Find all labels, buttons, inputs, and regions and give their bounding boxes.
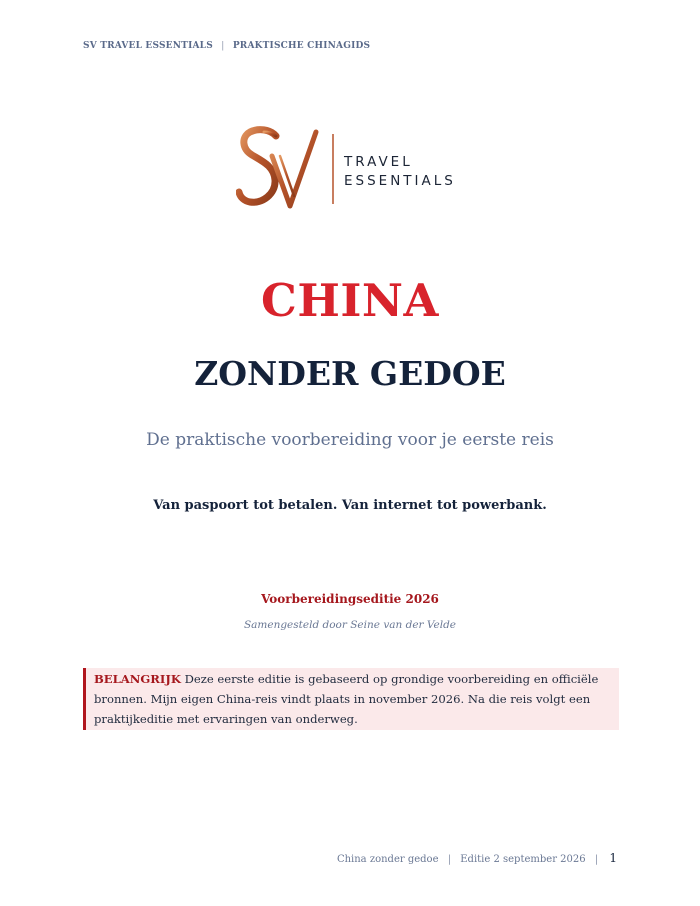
cover-title: CHINA bbox=[261, 274, 439, 327]
author-credit: Samengesteld door Seine van der Velde bbox=[243, 619, 457, 631]
important-notice bbox=[83, 668, 619, 730]
footer-separator: | bbox=[447, 854, 452, 865]
page-number: 1 bbox=[609, 851, 617, 865]
sv-monogram-icon bbox=[236, 122, 336, 214]
cover-subtitle: ZONDER GEDOE bbox=[194, 354, 506, 393]
header-separator: | bbox=[221, 41, 225, 51]
cover-tagline: De praktische voorbereiding voor je eerste reis bbox=[146, 430, 554, 450]
footer-title: China zonder gedoe bbox=[336, 854, 439, 865]
logo-line-travel: TRAVEL bbox=[344, 154, 413, 170]
header-brand: SV TRAVEL ESSENTIALS bbox=[83, 41, 213, 51]
logo-wordmark bbox=[344, 153, 456, 191]
notice-label: BELANGRIJK bbox=[94, 672, 181, 686]
sv-travel-essentials-logo bbox=[236, 122, 476, 214]
header-section: PRAKTISCHE CHINAGIDS bbox=[232, 41, 371, 51]
running-header bbox=[83, 41, 370, 51]
logo-line-essentials: ESSENTIALS bbox=[344, 173, 456, 189]
footer-separator-2: | bbox=[594, 854, 599, 865]
notice-text: Deze eerste editie is gebaseerd op grondige voorbereiding en officiële bronnen. Mijn eigen China-reis vindt plaats in november 2026. Na die reis volgt een praktijkeditie met ervaringen van onderweg. bbox=[94, 672, 599, 726]
running-footer bbox=[337, 851, 617, 865]
edition-label: Voorbereidingseditie 2026 bbox=[261, 592, 439, 606]
footer-edition-date: Editie 2 september 2026 bbox=[460, 854, 586, 865]
cover-lead: Van paspoort tot betalen. Van internet tot powerbank. bbox=[153, 498, 547, 513]
